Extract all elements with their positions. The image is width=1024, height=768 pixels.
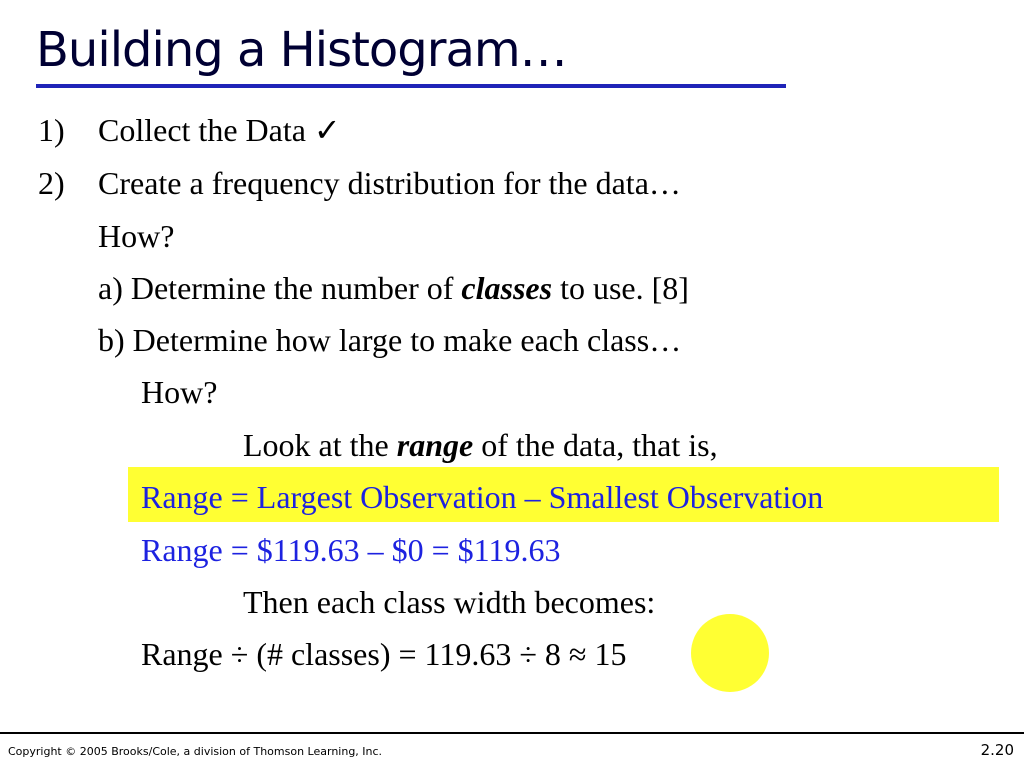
step-1-text: Collect the Data [98,112,314,148]
step-1 [98,112,341,148]
look-after: of the data, that is, [473,427,718,463]
range-formula: Range = Largest Observation – Smallest Observation [141,479,824,515]
step-2-number: 2) [38,165,65,201]
class-width-result: 15 [594,636,627,672]
how-question-1: How? [98,218,175,254]
range-value: Range = $119.63 – $0 = $119.63 [141,532,561,568]
sub-step-a-before: a) Determine the number of [98,270,462,306]
look-emphasis: range [396,427,474,463]
copyright-notice: Copyright © 2005 Brooks/Cole, a division of Thomson Learning, Inc. [8,745,383,758]
look-at-range [243,427,718,463]
class-width-calculation [141,636,626,672]
title-underline [36,84,786,88]
slide-title: Building a Histogram… [36,22,567,78]
step-1-number: 1) [38,112,65,148]
how-question-2: How? [141,374,218,410]
sub-step-b: b) Determine how large to make each class… [98,322,682,358]
step-2-text: Create a frequency distribution for the data… [98,165,681,201]
class-width-expression: Range ÷ (# classes) = 119.63 ÷ 8 ≈ [141,636,595,672]
sub-step-a-after: to use. [8] [552,270,689,306]
footer-divider [0,732,1024,734]
page-number: 2.20 [980,741,1014,759]
result-highlight-circle [691,614,769,692]
sub-step-a-emphasis: classes [461,270,553,306]
then-class-width: Then each class width becomes: [243,584,656,620]
look-before: Look at the [243,427,397,463]
sub-step-a [98,270,689,306]
checkmark-icon: ✓ [313,112,341,148]
